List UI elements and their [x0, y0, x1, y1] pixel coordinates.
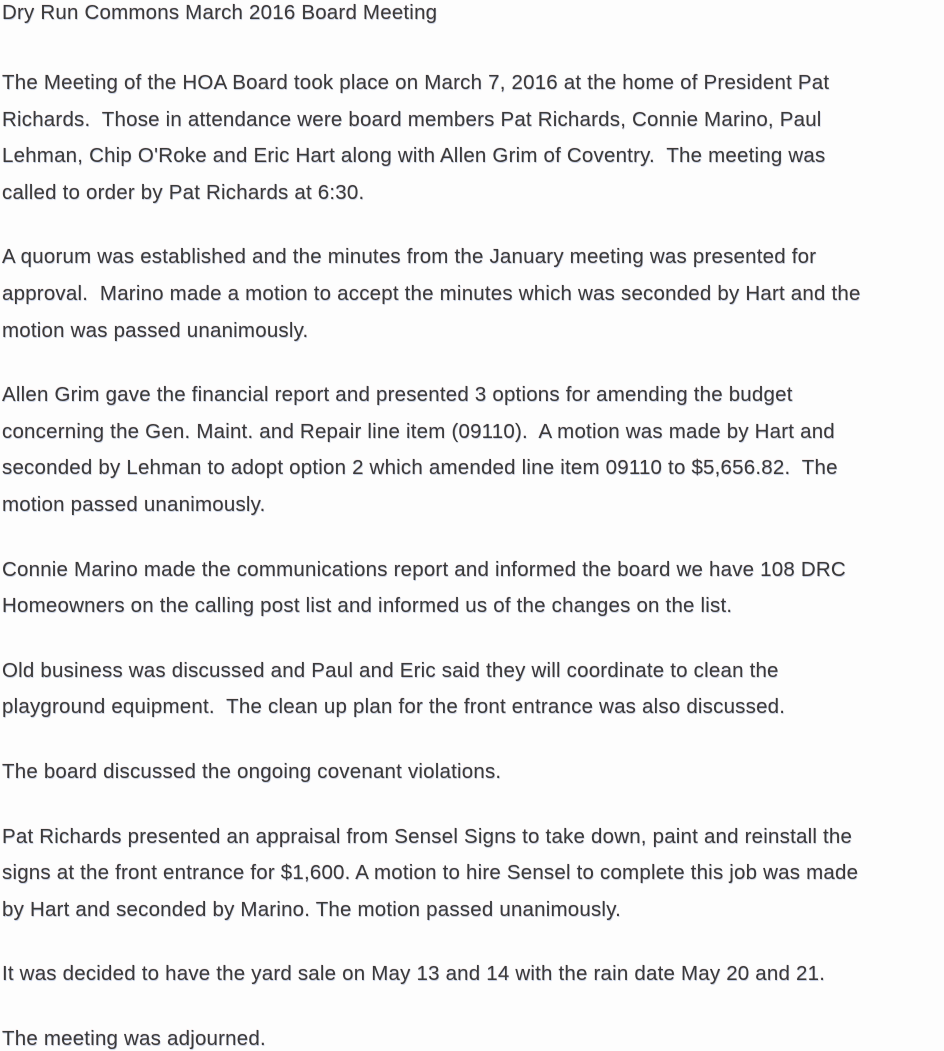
text-line: seconded by Lehman to adopt option 2 which amended line item 09110 to $5,656.82. The: [2, 456, 838, 480]
paragraph: [2, 653, 944, 726]
paragraph: [2, 819, 944, 929]
text-line: motion was passed unanimously.: [2, 318, 309, 342]
text-line: The Meeting of the HOA Board took place on March 7, 2016 at the home of President Pat: [2, 71, 830, 94]
text-line: The meeting was adjourned.: [2, 1026, 266, 1050]
text-line: Richards. Those in attendance were board members Pat Richards, Connie Marino, Paul: [2, 107, 822, 131]
text-line: approval. Marino made a motion to accept the minutes which was seconded by Hart and the: [2, 281, 861, 305]
text-line: concerning the Gen. Maint. and Repair line item (09110). A motion was made by Hart and: [2, 419, 835, 443]
text-line: It was decided to have the yard sale on May 13 and 14 with the rain date May 20 and 21.: [2, 962, 826, 986]
text-line: Pat Richards presented an appraisal from Sensel Signs to take down, paint and reinstall the: [2, 824, 853, 848]
text-line: Homeowners on the calling post list and informed us of the changes on the list.: [2, 594, 733, 618]
text-line: called to order by Pat Richards at 6:30.: [2, 180, 365, 204]
document-title: Dry Run Commons March 2016 Board Meeting: [2, 1, 438, 24]
paragraph: [2, 65, 944, 211]
paragraph: [2, 956, 944, 993]
text-line: Allen Grim gave the financial report and presented 3 options for amending the budget: [2, 383, 793, 407]
paragraph: [2, 1021, 944, 1051]
text-line: motion passed unanimously.: [2, 492, 266, 516]
text-line: by Hart and seconded by Marino. The motion passed unanimously.: [2, 897, 622, 921]
text-line: playground equipment. The clean up plan for the front entrance was also discussed.: [2, 695, 786, 719]
paragraph: [2, 754, 944, 791]
text-line: The board discussed the ongoing covenant violations.: [2, 759, 502, 783]
text-line: A quorum was established and the minutes from the January meeting was presented for: [2, 245, 817, 269]
text-line: Lehman, Chip O'Roke and Eric Hart along with Allen Grim of Coventry. The meeting was: [2, 144, 826, 168]
text-line: Old business was discussed and Paul and Eric said they will coordinate to clean the: [2, 658, 779, 682]
paragraph: [2, 239, 944, 349]
paragraph: [2, 552, 944, 625]
paragraph: [2, 377, 944, 523]
text-line: signs at the front entrance for $1,600. A motion to hire Sensel to complete this job was made: [2, 861, 859, 885]
text-line: Connie Marino made the communications report and informed the board we have 108 DRC: [2, 557, 846, 581]
